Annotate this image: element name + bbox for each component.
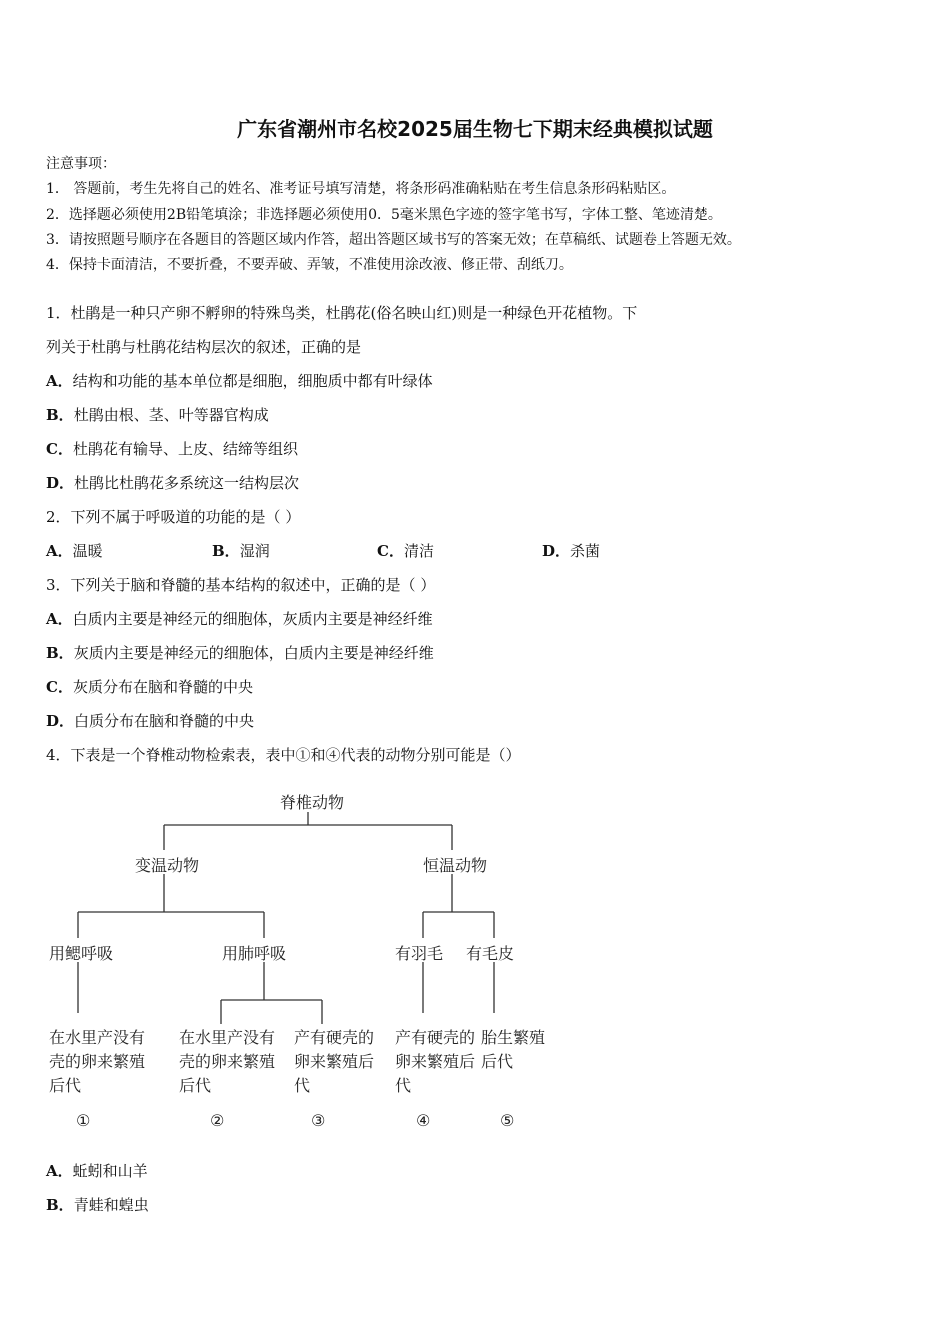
option-text: 杜鹃由根、茎、叶等器官构成 bbox=[73, 406, 269, 424]
option-letter: B． bbox=[212, 542, 240, 560]
option-text: 清洁 bbox=[403, 542, 434, 560]
option-text: 杜鹃花有输导、上皮、结缔等组织 bbox=[72, 440, 298, 458]
q2-stem: 2．下列不属于呼吸道的功能的是（ ） bbox=[46, 508, 301, 526]
option-letter: D． bbox=[46, 712, 75, 730]
tree-number-5: ⑤ bbox=[500, 1111, 515, 1130]
q1-stem-line2: 列关于杜鹃与杜鹃花结构层次的叙述，正确的是 bbox=[46, 338, 362, 356]
tree-leaf-3: 产有硬壳的卵来繁殖后代 bbox=[294, 1028, 375, 1095]
option-letter: B． bbox=[46, 644, 74, 662]
option-letter: D． bbox=[542, 542, 571, 560]
q1-stem-line1: 1．杜鹃是一种只产卵不孵卵的特殊鸟类，杜鹃花(俗名映山红)则是一种绿色开花植物。下 bbox=[46, 304, 638, 322]
option-text: 杜鹃比杜鹃花多系统这一结构层次 bbox=[74, 474, 300, 492]
option-text: 灰质内主要是神经元的细胞体，白质内主要是神经纤维 bbox=[73, 644, 434, 662]
option-text: 白质内主要是神经元的细胞体，灰质内主要是神经纤维 bbox=[72, 610, 433, 628]
tree-leaf-2: 在水里产没有壳的卵来繁殖后代 bbox=[179, 1028, 276, 1095]
option-text: 灰质分布在脑和脊髓的中央 bbox=[72, 678, 253, 696]
option-text: 杀菌 bbox=[570, 542, 601, 560]
option-letter: C． bbox=[377, 542, 404, 560]
option-text: 白质分布在脑和脊髓的中央 bbox=[74, 712, 255, 730]
option-letter: C． bbox=[46, 440, 73, 458]
option-text: 湿润 bbox=[239, 542, 270, 560]
tree-feathers: 有羽毛 bbox=[395, 944, 444, 963]
q3-stem: 3．下列关于脑和脊髓的基本结构的叙述中，正确的是（ ） bbox=[46, 576, 436, 594]
tree-lung-breathing: 用肺呼吸 bbox=[222, 944, 287, 963]
tree-number-4: ④ bbox=[416, 1111, 431, 1130]
option-letter: A． bbox=[46, 372, 73, 390]
q4-option-b bbox=[46, 1194, 149, 1215]
option-text: 结构和功能的基本单位都是细胞，细胞质中都有叶绿体 bbox=[72, 372, 433, 390]
option-text: 温暖 bbox=[72, 542, 103, 560]
notice-heading: 注意事项： bbox=[46, 156, 116, 172]
notice-item: 1． 答题前，考生先将自己的姓名、准考证号填写清楚，将条形码准确粘贴在考生信息条形码粘贴区。 bbox=[46, 181, 676, 197]
option-letter: A． bbox=[46, 1162, 73, 1180]
tree-warm-blooded: 恒温动物 bbox=[423, 856, 488, 875]
option-text: 蚯蚓和山羊 bbox=[72, 1162, 148, 1180]
tree-cold-blooded: 变温动物 bbox=[135, 856, 200, 875]
q4-stem: 4．下表是一个脊椎动物检索表，表中①和④代表的动物分别可能是（） bbox=[46, 746, 521, 764]
option-letter: D． bbox=[46, 474, 75, 492]
tree-leaf-4: 产有硬壳的卵来繁殖后代 bbox=[395, 1028, 476, 1095]
notice-item: 3．请按照题号顺序在各题目的答题区域内作答，超出答题区域书写的答案无效；在草稿纸、试题卷上答题无效。 bbox=[46, 232, 741, 248]
option-letter: B． bbox=[46, 1196, 74, 1214]
tree-root: 脊椎动物 bbox=[280, 793, 345, 812]
notice-item: 4．保持卡面清洁，不要折叠，不要弄破、弄皱，不准使用涂改液、修正带、刮纸刀。 bbox=[46, 257, 573, 273]
tree-leaf-5: 胎生繁殖后代 bbox=[481, 1028, 546, 1071]
option-text: 青蛙和蝗虫 bbox=[73, 1196, 149, 1214]
notice-item: 2．选择题必须使用2B铅笔填涂；非选择题必须使用0．5毫米黑色字迹的签字笔书写，字体工整、笔迹清楚。 bbox=[46, 207, 722, 223]
tree-gill-breathing: 用鳃呼吸 bbox=[49, 944, 114, 963]
tree-leaf-1: 在水里产没有壳的卵来繁殖后代 bbox=[49, 1028, 146, 1095]
q4-option-a bbox=[46, 1160, 148, 1181]
tree-number-2: ② bbox=[210, 1111, 225, 1130]
option-letter: A． bbox=[46, 610, 73, 628]
option-letter: B． bbox=[46, 406, 74, 424]
option-letter: A． bbox=[46, 542, 73, 560]
tree-number-3: ③ bbox=[311, 1111, 326, 1130]
tree-fur: 有毛皮 bbox=[466, 944, 515, 963]
tree-number-1: ① bbox=[76, 1111, 91, 1130]
page-title: 广东省潮州市名校2025届生物七下期末经典模拟试题 bbox=[237, 117, 713, 141]
option-letter: C． bbox=[46, 678, 73, 696]
